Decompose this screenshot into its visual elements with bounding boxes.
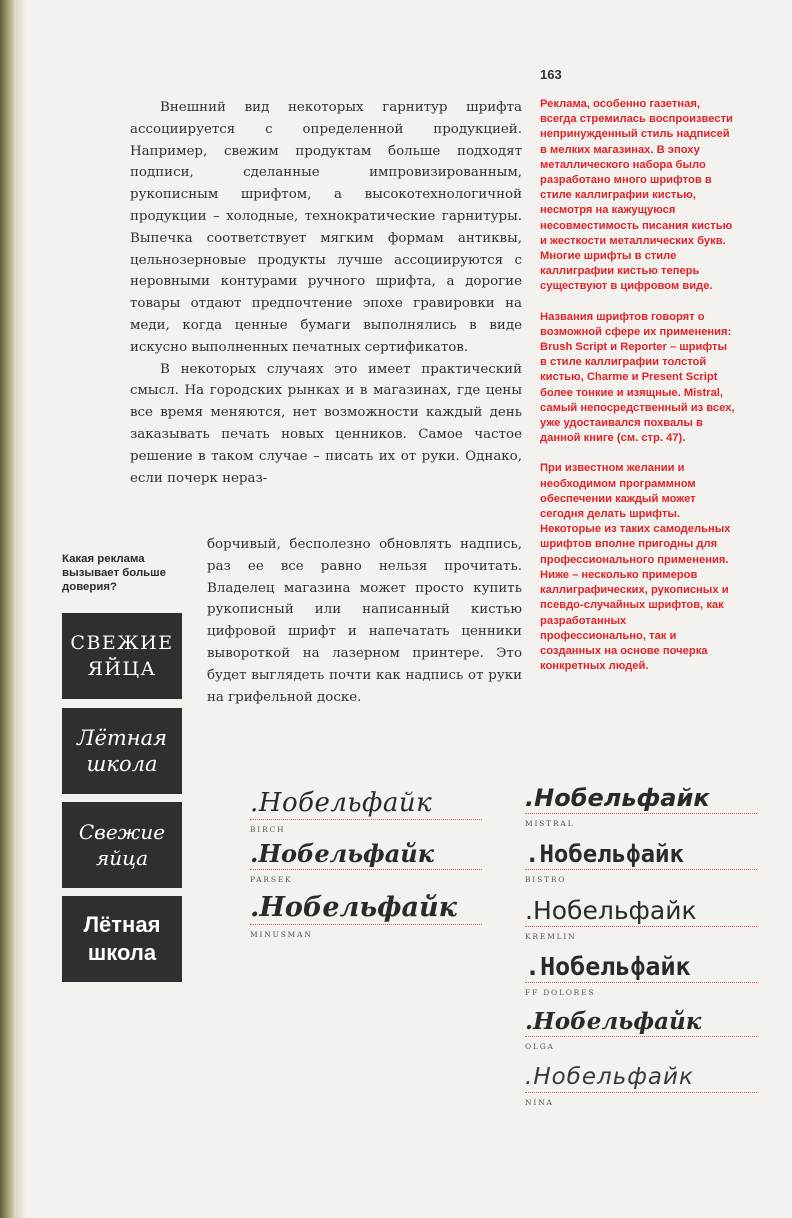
font-sample-bistro: [525, 842, 757, 884]
font-sample-birch: [250, 790, 482, 834]
page-number: 163: [540, 67, 562, 82]
sample-word: .Нобельфайк: [250, 892, 457, 923]
font-sample-mistral: [525, 786, 757, 828]
sign-fresh-eggs-script: [62, 802, 182, 888]
sign-line-2: школа: [87, 940, 157, 965]
font-sample-minusman: [250, 894, 482, 939]
sample-word: .Нобельфайк: [525, 1008, 702, 1035]
sample-word: .Нобельфайк: [525, 952, 691, 981]
main-paragraph-2-continuation: борчивый, бесполезно обновлять надпись, раз ее все равно нельзя прочитать. Владелец магазина может просто купить рукописный или написанный кистью цифровой шрифт и напечатать ценники вывороткой на лазерном принтере. Это будет выглядеть почти как надпись от руки на грифельной доске.: [207, 537, 522, 705]
sign-line-1: СВЕЖИЕ: [70, 632, 174, 654]
dotted-baseline: [525, 813, 757, 814]
sidebar-notes: [540, 97, 735, 689]
font-name-label: BIRCH: [250, 825, 286, 834]
font-sample-olga: [525, 1010, 757, 1051]
font-name-label: FF DOLORES: [525, 988, 596, 997]
sign-line-2: школа: [86, 752, 158, 776]
font-sample-parsek: [250, 839, 482, 884]
font-name-label: NINA: [525, 1098, 554, 1107]
sign-line-1: Свежие: [78, 820, 166, 844]
dotted-baseline: [250, 819, 482, 820]
sign-fresh-eggs-serif: [62, 613, 182, 699]
sample-word: .Нобельфайк: [250, 839, 434, 868]
dotted-baseline: [525, 926, 757, 927]
dotted-baseline: [525, 1036, 757, 1037]
figure-question: Какая реклама вызывает больше доверия?: [62, 553, 167, 593]
sign-line-2: яйца: [95, 846, 148, 870]
sign-line-2: ЯЙЦА: [87, 658, 157, 680]
sample-word: .Нобельфайк: [525, 896, 697, 925]
font-name-label: PARSEK: [250, 875, 293, 884]
font-sample-nina: [525, 1066, 757, 1107]
main-paragraph-1: Внешний вид некоторых гарнитур шрифта ассоциируется с определенной продукцией. Например, свежим продуктам больше подходят подписи, сделанные импровизированным, рукописным шрифтом, а высокотехнологичной продукции – холодные, технократические гарнитуры. Выпечка соответствует мягким формам антиквы, цельнозерновые продукты лучше ассоциируются с неровными контурами ручного шрифта, а дорогие товары отдают предпочтение эпохе гравировки на меди, когда ценные бумаги выполнялись в виде искусно выполненных печатных сертификатов.: [130, 100, 522, 355]
side-note-1: Реклама, особенно газетная, всегда стремилась воспроизвести непринужденный стиль надписей в мелких магазинах. В эпоху металлического набора было разработано много шрифтов в стиле каллиграфии кистью, несмотря на кажущуюся несовместимость писания кистью и жесткости металлических букв. Многие шрифты в стиле каллиграфии кистью теперь существуют в цифровом виде.: [540, 98, 733, 293]
sign-line-1: Лётная: [83, 912, 161, 937]
font-name-label: MINUSMAN: [250, 930, 313, 939]
sign-flight-school-sans: [62, 896, 182, 982]
dotted-baseline: [525, 869, 757, 870]
sample-word: .Нобельфайк: [525, 784, 710, 812]
dotted-baseline: [525, 982, 757, 983]
sample-word: .Нобельфайк: [525, 1064, 694, 1090]
font-name-label: OLGA: [525, 1042, 555, 1051]
dotted-baseline: [525, 1092, 757, 1093]
font-sample-ff-dolores: [525, 954, 757, 997]
main-paragraph-2: В некоторых случаях это имеет практический смысл. На городских рынках и в магазинах, где цены все время меняются, нет возможности каждый день заказывать печать новых ценников. Самое частое решение в таком случае – писать их от руки. Однако, если почерк нераз-: [130, 361, 522, 486]
sign-flight-school-script: [62, 708, 182, 794]
book-spine-shadow: [0, 0, 16, 1218]
side-note-3: При известном желании и необходимом программном обеспечении каждый может сегодня делать шрифты. Некоторые из таких самодельных шрифтов вполне пригодны для профессионального применения. Ниже – несколько примеров каллиграфических, рукописных и псевдо-случайных шрифтов, как разработанных профессионально, так и созданных на основе почерка конкретных людей.: [540, 462, 731, 673]
main-text-column: [130, 97, 522, 489]
side-note-2: Названия шрифтов говорят о возможной сфере их применения: Brush Script и Reporter – шрифты в стиле каллиграфии толстой кистью, Charme и Present Script более тонкие и изящные. Mistral, самый непосредственный из всех, уже удостаивался похвалы в данной книге (см. стр. 47).: [540, 310, 735, 445]
book-gutter: [16, 0, 26, 1218]
font-sample-kremlin: [525, 898, 757, 941]
font-name-label: BISTRO: [525, 875, 567, 884]
sample-word: .Нобельфайк: [525, 840, 684, 868]
sample-word: .Нобельфайк: [250, 788, 433, 818]
sign-line-1: Лётная: [76, 726, 168, 750]
dotted-baseline: [250, 869, 482, 870]
dotted-baseline: [250, 924, 482, 925]
font-name-label: KREMLIN: [525, 932, 577, 941]
font-name-label: MISTRAL: [525, 819, 575, 828]
